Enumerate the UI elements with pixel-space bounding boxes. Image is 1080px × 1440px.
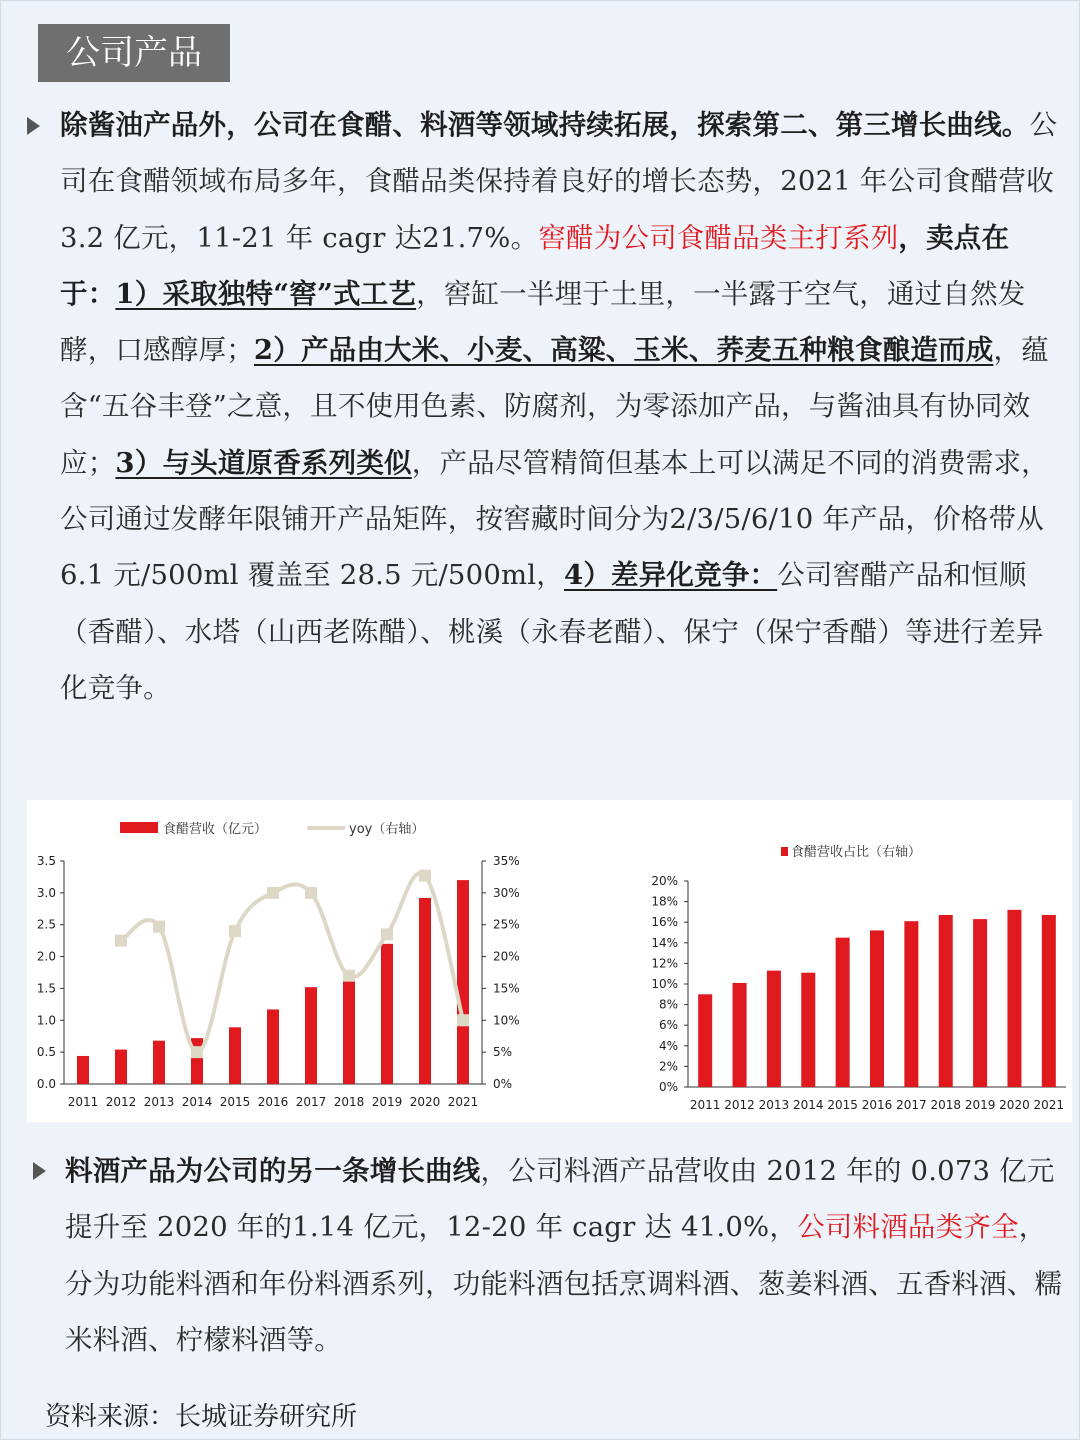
x-tick-label: 2013 <box>143 1095 175 1109</box>
para2-highlight: 公司料酒品类齐全 <box>797 1211 1019 1244</box>
x-tick-label: 2015 <box>219 1095 251 1109</box>
legend-label-yoy: yoy（右轴） <box>349 822 425 837</box>
x-tick-label: 2018 <box>930 1098 962 1112</box>
y2-tick-label: 25% <box>493 917 520 932</box>
yoy-point-marker <box>305 887 317 899</box>
share-bar <box>870 930 884 1087</box>
y2-tick-label: 30% <box>493 885 520 900</box>
y-tick-label: 14% <box>651 935 678 950</box>
y-tick-label: 20% <box>651 874 678 888</box>
yoy-point-marker <box>457 1014 469 1026</box>
y-tick-label: 16% <box>651 915 678 930</box>
y-tick-label: 2% <box>658 1059 678 1074</box>
para1-text: ，产品尽管精简但基本上可以满足不同的消费需求，公司通过发酵年限铺开产品矩阵，按窖藏时间分为2/3/5/6/10 年产品，价格带从 6.1 元/500ml 覆盖至 28.5 元/500ml， <box>60 446 1049 592</box>
yoy-point-marker <box>229 925 241 937</box>
para1-point-4: 4）差异化竞争： <box>563 559 778 592</box>
y2-tick-label: 20% <box>493 949 520 964</box>
x-tick-label: 2012 <box>105 1095 137 1109</box>
yoy-point-marker <box>381 928 393 940</box>
x-tick-label: 2021 <box>447 1095 479 1109</box>
para2-text: ，公司料酒产品营收由 2012 年的 0.073 亿元提升至 2020 年的1.14 亿元，12-20 年 cagr 达 41.0%， <box>65 1155 1055 1244</box>
x-tick-label: 2020 <box>999 1098 1030 1112</box>
y2-tick-label: 10% <box>493 1013 520 1028</box>
revenue-bar <box>229 1027 241 1084</box>
share-bar <box>698 994 712 1087</box>
chart-panel <box>27 800 1072 1122</box>
legend-swatch-share <box>781 847 788 856</box>
x-tick-label: 2016 <box>257 1095 289 1109</box>
y2-tick-label: 0% <box>493 1077 513 1091</box>
para1-text: ，窖缸一半埋于土里，一半露于空气，通过自然发酵，口感醇厚； <box>60 277 1026 367</box>
x-tick-label: 2019 <box>964 1098 996 1112</box>
yoy-point-marker <box>267 887 279 899</box>
revenue-bar <box>77 1056 89 1084</box>
x-tick-label: 2017 <box>295 1095 327 1109</box>
x-tick-label: 2019 <box>371 1095 403 1109</box>
y-tick-label: 1.5 <box>36 981 56 996</box>
yoy-point-marker <box>343 970 355 982</box>
share-bar <box>1042 915 1056 1087</box>
x-tick-label: 2015 <box>827 1098 858 1112</box>
y-tick-label: 0.0 <box>36 1077 56 1091</box>
para1-bold-lead: 除酱油产品外，公司在食醋、料酒等领域持续拓展，探索第二、第三增长曲线。 <box>60 109 1030 141</box>
revenue-bar <box>153 1041 165 1084</box>
y-tick-label: 3.5 <box>36 854 56 868</box>
yoy-point-marker <box>191 1046 203 1058</box>
share-bar <box>904 921 918 1087</box>
revenue-bar <box>419 898 431 1084</box>
revenue-bar <box>305 987 317 1084</box>
legend-label-revenue: 食醋营收（亿元） <box>163 822 268 837</box>
share-bar <box>767 971 781 1087</box>
x-tick-label: 2012 <box>724 1098 755 1112</box>
bullet-triangle-icon <box>27 117 40 135</box>
revenue-bar <box>381 944 393 1084</box>
para1-text: ，蕴含“五谷丰登”之意，且不使用色素、防腐剂，为零添加产品，与酱油具有协同效应； <box>60 334 1049 479</box>
legend-label-share: 食醋营收占比（右轴） <box>791 845 922 860</box>
x-tick-label: 2021 <box>1033 1098 1065 1112</box>
share-bar <box>801 973 815 1087</box>
source-note: 资料来源：长城证券研究所 <box>45 1402 358 1432</box>
y-tick-label: 12% <box>651 956 678 971</box>
yoy-line <box>121 873 463 1052</box>
y-tick-label: 18% <box>651 894 678 909</box>
share-bar <box>733 983 747 1087</box>
y2-tick-label: 5% <box>493 1045 513 1060</box>
y2-tick-label: 35% <box>493 854 520 868</box>
share-bar <box>973 919 987 1087</box>
y-tick-label: 8% <box>658 997 678 1012</box>
yoy-point-marker <box>153 921 165 933</box>
para1-bold: ，卖点在于： <box>60 221 1010 310</box>
y-tick-label: 1.0 <box>36 1013 56 1028</box>
legend-swatch-revenue <box>120 822 158 833</box>
x-tick-label: 2013 <box>758 1098 790 1112</box>
x-tick-label: 2011 <box>689 1098 721 1112</box>
revenue-bar <box>343 981 355 1084</box>
revenue-bar <box>457 880 469 1084</box>
share-bar <box>939 915 953 1087</box>
para1-point-3: 3）与头道原香系列类似 <box>115 446 412 479</box>
y-tick-label: 0.5 <box>36 1045 56 1060</box>
y2-tick-label: 15% <box>493 981 520 996</box>
x-tick-label: 2018 <box>333 1095 365 1109</box>
y-tick-label: 10% <box>651 977 678 991</box>
para1-point-1: 1）采取独特“窖”式工艺 <box>115 277 417 310</box>
y-tick-label: 2.5 <box>36 917 56 932</box>
section-title: 公司产品 <box>38 24 230 82</box>
revenue-bar <box>267 1009 279 1084</box>
paragraph-vinegar <box>60 97 1062 716</box>
para1-point-2: 2）产品由大米、小麦、高粱、玉米、荞麦五种粮食酿造而成 <box>253 334 994 367</box>
vinegar-revenue-chart <box>27 800 520 1122</box>
y-tick-label: 6% <box>658 1018 678 1033</box>
x-tick-label: 2020 <box>409 1095 441 1109</box>
yoy-point-marker <box>419 870 431 882</box>
share-bar <box>836 938 850 1087</box>
x-tick-label: 2014 <box>181 1095 213 1109</box>
x-tick-label: 2016 <box>861 1098 893 1112</box>
share-bar <box>1007 910 1021 1087</box>
y-tick-label: 4% <box>658 1038 678 1053</box>
y-tick-label: 3.0 <box>36 885 56 900</box>
y-tick-label: 2.0 <box>36 949 56 964</box>
para1-text: 公司窖醋产品和恒顺（香醋）、水塔（山西老陈醋）、桃溪（永春老醋）、保宁（保宁香醋）等进行差异化竞争。 <box>60 559 1044 704</box>
para2-text: ，分为功能料酒和年份料酒系列，功能料酒包括烹调料酒、葱姜料酒、五香料酒、糯米料酒、柠檬料酒等。 <box>65 1211 1063 1356</box>
yoy-point-marker <box>115 935 127 947</box>
para1-highlight: 窖醋为公司食醋品类主打系列 <box>538 221 899 254</box>
para1-text: 公司在食醋领域布局多年，食醋品类保持着良好的增长态势，2021 年公司食醋营收 3.2 亿元，11-21 年 cagr 达21.7%。 <box>60 109 1058 254</box>
paragraph-cooking-wine <box>65 1143 1070 1368</box>
bullet-triangle-icon <box>33 1162 46 1180</box>
x-tick-label: 2014 <box>792 1098 824 1112</box>
x-tick-label: 2017 <box>896 1098 927 1112</box>
revenue-bar <box>115 1050 127 1084</box>
x-tick-label: 2011 <box>67 1095 99 1109</box>
para2-bold-lead: 料酒产品为公司的另一条增长曲线 <box>65 1155 481 1187</box>
y-tick-label: 0% <box>658 1080 678 1094</box>
vinegar-share-chart <box>517 800 1072 1122</box>
